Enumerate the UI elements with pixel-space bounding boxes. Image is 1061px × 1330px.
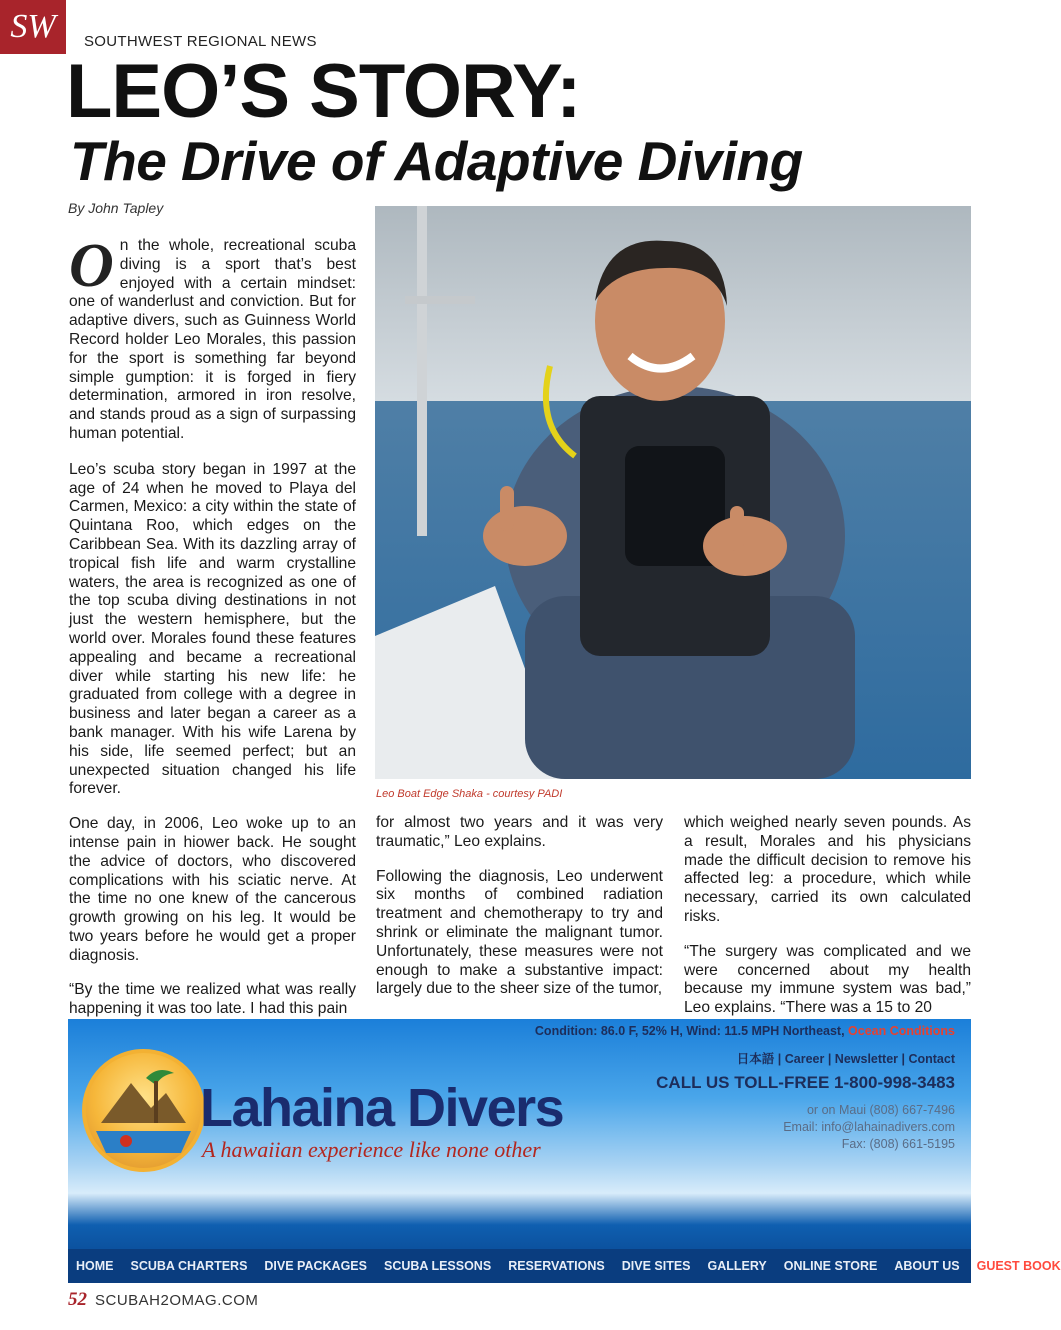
section-label: SOUTHWEST REGIONAL NEWS xyxy=(84,33,317,50)
ad-nav-item[interactable]: DIVE PACKAGES xyxy=(264,1259,367,1273)
photo-caption: Leo Boat Edge Shaka - courtesy PADI xyxy=(376,788,563,800)
article-photo xyxy=(375,206,971,779)
paragraph: One day, in 2006, Leo woke up to an intense pain in hiower back. He sought the advice of doctors, who discovered complications with his sciatic nerve. At the time no one knew of the cancerous growth growing on his leg. It would be two years before he would get a proper diagnosis. xyxy=(69,815,356,964)
article-title: LEO’S STORY: xyxy=(66,49,581,134)
ad-nav-item[interactable]: RESERVATIONS xyxy=(508,1259,605,1273)
section-badge: SW xyxy=(0,0,66,54)
ad-nav-item-guest-book[interactable]: GUEST BOOK xyxy=(976,1259,1061,1273)
site-url[interactable]: SCUBAH2OMAG.COM xyxy=(95,1292,259,1309)
ad-nav-item[interactable]: HOME xyxy=(76,1259,114,1273)
drop-cap: O xyxy=(69,232,114,300)
paragraph: n the whole, recreational scuba diving is a sport that’s best enjoyed with a certain mindset: one of wanderlust and conviction. But for adaptive divers, such as Guinness World Record holder Leo Morales, this passion for the sport is something far beyond simple gumption: it is forged in fiery determination, armored in iron resolve, and stands proud as a sign of surpassing human potential. xyxy=(69,237,356,442)
paragraph: which weighed nearly seven pounds. As a result, Morales and his physicians made the difficult decision to remove his affected leg: a procedure, which while necessary, carried its own calculated risks. xyxy=(684,814,971,925)
ad-tagline: A hawaiian experience like none other xyxy=(202,1137,541,1162)
ad-nav-item[interactable]: DIVE SITES xyxy=(621,1259,691,1273)
lahaina-logo-icon xyxy=(82,1049,205,1172)
page-number: 52 xyxy=(68,1289,87,1310)
paragraph: for almost two years and it was very traumatic,” Leo explains. xyxy=(376,814,663,850)
ad-nav-item[interactable]: SCUBA LESSONS xyxy=(383,1259,492,1273)
ad-nav-item[interactable]: SCUBA CHARTERS xyxy=(130,1259,248,1273)
article-column-2 xyxy=(376,814,663,1015)
email-line[interactable]: Email: info@lahainadivers.com xyxy=(783,1120,955,1134)
toll-free-number: CALL US TOLL-FREE 1-800-998-3483 xyxy=(656,1073,955,1092)
ad-navigation-bar[interactable] xyxy=(68,1249,1061,1283)
paragraph: “By the time we realized what was really happening it was too late. I had this pain xyxy=(69,981,356,1018)
ad-brand-name: Lahaina Divers xyxy=(200,1078,564,1138)
diver-photo-illustration xyxy=(375,206,971,779)
paragraph: “The surgery was complicated and we were concerned about my health because my immune system was bad,” Leo explains. “There was a 15 to 20 xyxy=(684,942,971,1017)
fax-line: Fax: (808) 661-5195 xyxy=(841,1137,955,1151)
ocean-conditions-link[interactable]: Ocean Conditions xyxy=(848,1024,955,1038)
conditions-line xyxy=(535,1024,955,1038)
top-links[interactable]: 日本語 | Career | Newsletter | Contact xyxy=(736,1052,955,1066)
paragraph: Leo’s scuba story began in 1997 at the age of 24 when he moved to Playa del Carmen, Mexico: a city within the state of Quintana Roo, which edges on the Caribbean Sea. With its dazzling array of tropical fish life and warm crystalline waters, the area is recognized as one of the top scuba diving destinations in not just the western hemisphere, but the world over. Morales found these features appealing and became a recreational diver while starting his new life: he graduated from college with a degree in business and later began a career as a bank manager. With his wife Larena by his side, life seemed perfect; but an unexpected situation changed his life forever. xyxy=(69,460,356,798)
article-column-3 xyxy=(684,814,971,1034)
conditions-text: Condition: 86.0 F, 52% H, Wind: 11.5 MPH Northeast, xyxy=(534,1024,845,1038)
ad-nav-item[interactable]: GALLERY xyxy=(707,1259,767,1273)
ad-nav-item[interactable]: ONLINE STORE xyxy=(783,1259,878,1273)
page-footer xyxy=(68,1289,258,1311)
paragraph: Following the diagnosis, Leo underwent six months of combined radiation treatment and chemotherapy to try and shrink or eliminate the malignant tumor. Unfortunately, these measures were not enough to make a substantive impact: largely due to the sheer size of the tumor, xyxy=(376,867,663,998)
lahaina-divers-ad[interactable] xyxy=(68,1019,1061,1283)
ad-nav-item[interactable]: ABOUT US xyxy=(894,1259,960,1273)
maui-phone: or on Maui (808) 667-7496 xyxy=(806,1103,955,1117)
article-column-1 xyxy=(69,232,356,1035)
article-subtitle: The Drive of Adaptive Diving xyxy=(70,130,803,192)
byline: By John Tapley xyxy=(68,200,164,216)
